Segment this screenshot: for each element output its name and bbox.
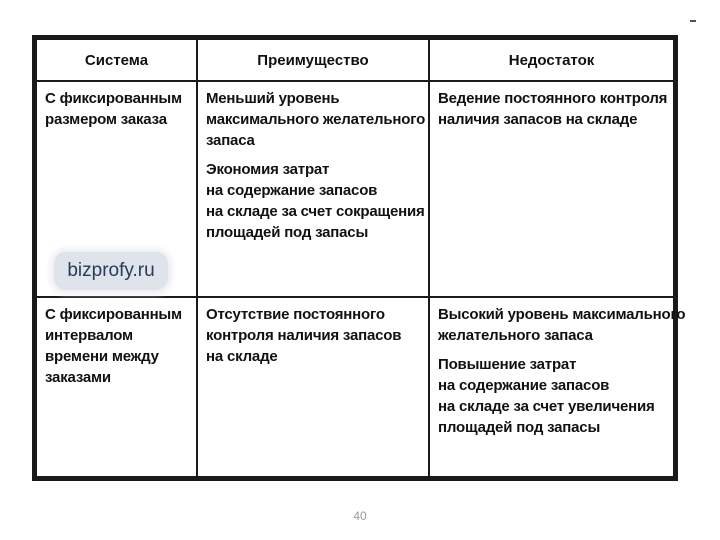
cell-text-line: Высокий уровень максимального	[438, 306, 686, 323]
advantage-item	[206, 159, 425, 243]
cell-advantage	[197, 297, 429, 477]
cell-text-line: интервалом	[45, 327, 133, 344]
advantage-item	[206, 88, 426, 151]
cell-text-line: на складе	[206, 348, 278, 365]
disadvantage-item	[438, 88, 667, 130]
cell-text-line: на содержание запасов	[438, 377, 610, 394]
header-disadvantage: Недостаток	[429, 39, 674, 81]
cell-text-line: запаса	[206, 132, 255, 149]
cell-text-line: Меньший уровень	[206, 90, 340, 107]
table-row	[36, 297, 674, 477]
table-header-row	[36, 39, 674, 81]
disadvantage-item	[438, 354, 667, 438]
cell-text-line: контроля наличия запасов	[206, 327, 402, 344]
cell-text-line: Экономия затрат	[206, 161, 330, 178]
cell-text-line: площадей под запасы	[438, 419, 601, 436]
cell-text-line: заказами	[45, 369, 111, 386]
corner-mark	[690, 20, 696, 22]
cell-text-line: времени между	[45, 348, 159, 365]
cell-text-line: наличия запасов на складе	[438, 111, 638, 128]
cell-text-line: Повышение затрат	[438, 356, 577, 373]
cell-text-line: на складе за счет увеличения	[438, 398, 655, 415]
header-system: Система	[36, 39, 197, 81]
page-number: 40	[353, 509, 367, 523]
cell-text-line: максимального желательного	[206, 111, 426, 128]
advantage-item	[206, 304, 422, 367]
cell-text-line: на содержание запасов	[206, 182, 378, 199]
cell-text-line: Ведение постоянного контроля	[438, 90, 668, 107]
cell-text-line: площадей под запасы	[206, 224, 369, 241]
cell-text-line: Отсутствие постоянного	[206, 306, 385, 323]
header-advantage: Преимущество	[197, 39, 429, 81]
cell-text-line: размером заказа	[45, 111, 167, 128]
cell-disadvantage	[429, 297, 686, 477]
watermark-badge: bizprofy.ru	[54, 252, 168, 290]
cell-system	[36, 297, 197, 477]
cell-text-line: на складе за счет сокращения	[206, 203, 425, 220]
cell-text-line: желательного запаса	[438, 327, 593, 344]
cell-text-line: С фиксированным	[45, 90, 182, 107]
cell-disadvantage	[429, 81, 674, 297]
cell-advantage	[197, 81, 429, 297]
cell-text-line: С фиксированным	[45, 306, 182, 323]
disadvantage-item	[438, 304, 686, 346]
